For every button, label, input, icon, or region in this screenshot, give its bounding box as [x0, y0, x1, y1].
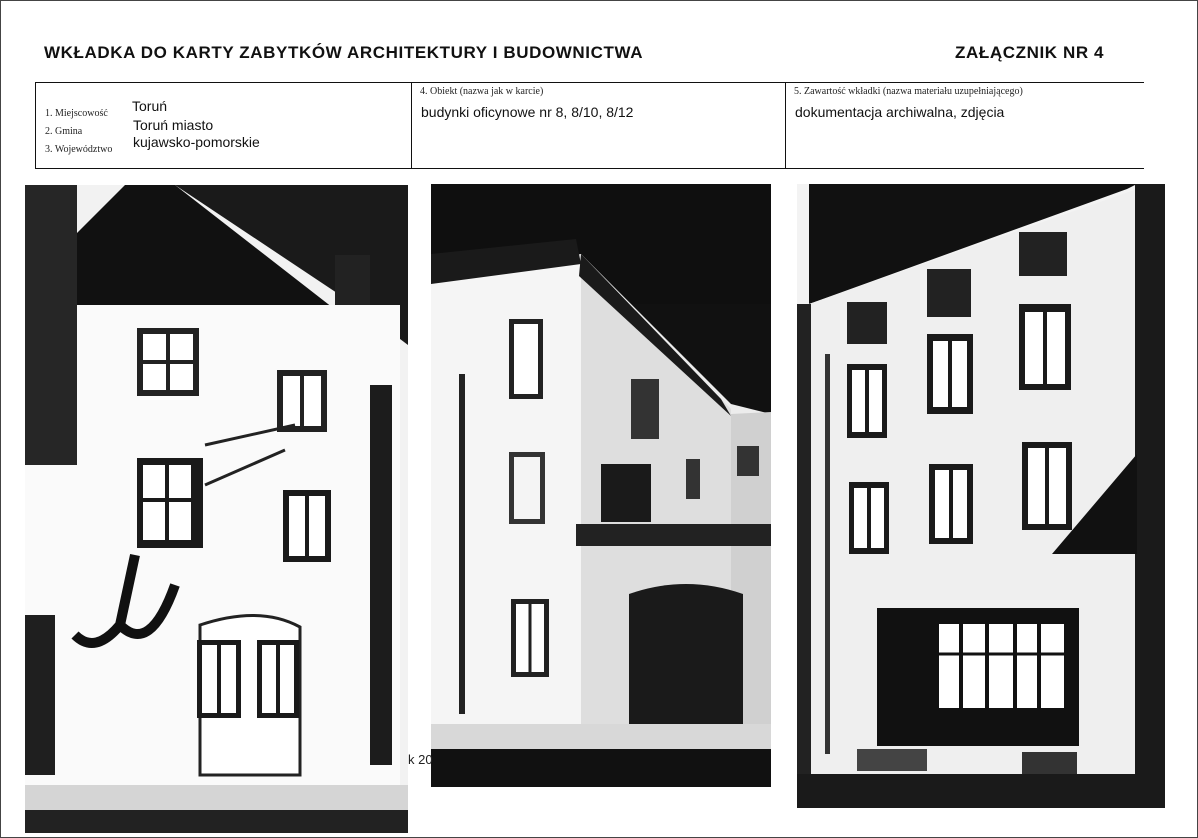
voivodeship-row: [45, 139, 112, 157]
building-photo-right: [797, 184, 1165, 808]
date-fragment-text: k 20: [408, 752, 433, 767]
object-value: budynki oficynowe nr 8, 8/10, 8/12: [421, 104, 634, 120]
contents-label: 5. Zawartość wkładki (nazwa materiału uzupełniającego): [794, 86, 1023, 97]
object-cell: [412, 83, 786, 168]
contents-value: dokumentacja archiwalna, zdjęcia: [795, 104, 1005, 120]
contents-cell: [786, 83, 1145, 168]
info-table: [35, 82, 1144, 169]
location-label: 1. Miejscowość: [45, 108, 108, 119]
voivodeship-label: 3. Województwo: [45, 144, 113, 155]
commune-label: 2. Gmina: [45, 126, 83, 137]
building-photo-middle: [431, 184, 771, 787]
object-label: 4. Obiekt (nazwa jak w karcie): [420, 86, 544, 97]
commune-value: Toruń miasto: [133, 117, 214, 133]
commune-row: [45, 121, 82, 139]
location-row: [45, 103, 108, 121]
location-cell: [36, 83, 412, 168]
location-value: Toruń: [132, 98, 168, 114]
voivodeship-value: kujawsko-pomorskie: [133, 134, 260, 150]
document-title: WKŁADKA DO KARTY ZABYTKÓW ARCHITEKTURY I BUDOWNICTWA: [44, 43, 644, 62]
annex-number: ZAŁĄCZNIK NR 4: [955, 43, 1105, 62]
building-photo-left: [25, 185, 408, 833]
